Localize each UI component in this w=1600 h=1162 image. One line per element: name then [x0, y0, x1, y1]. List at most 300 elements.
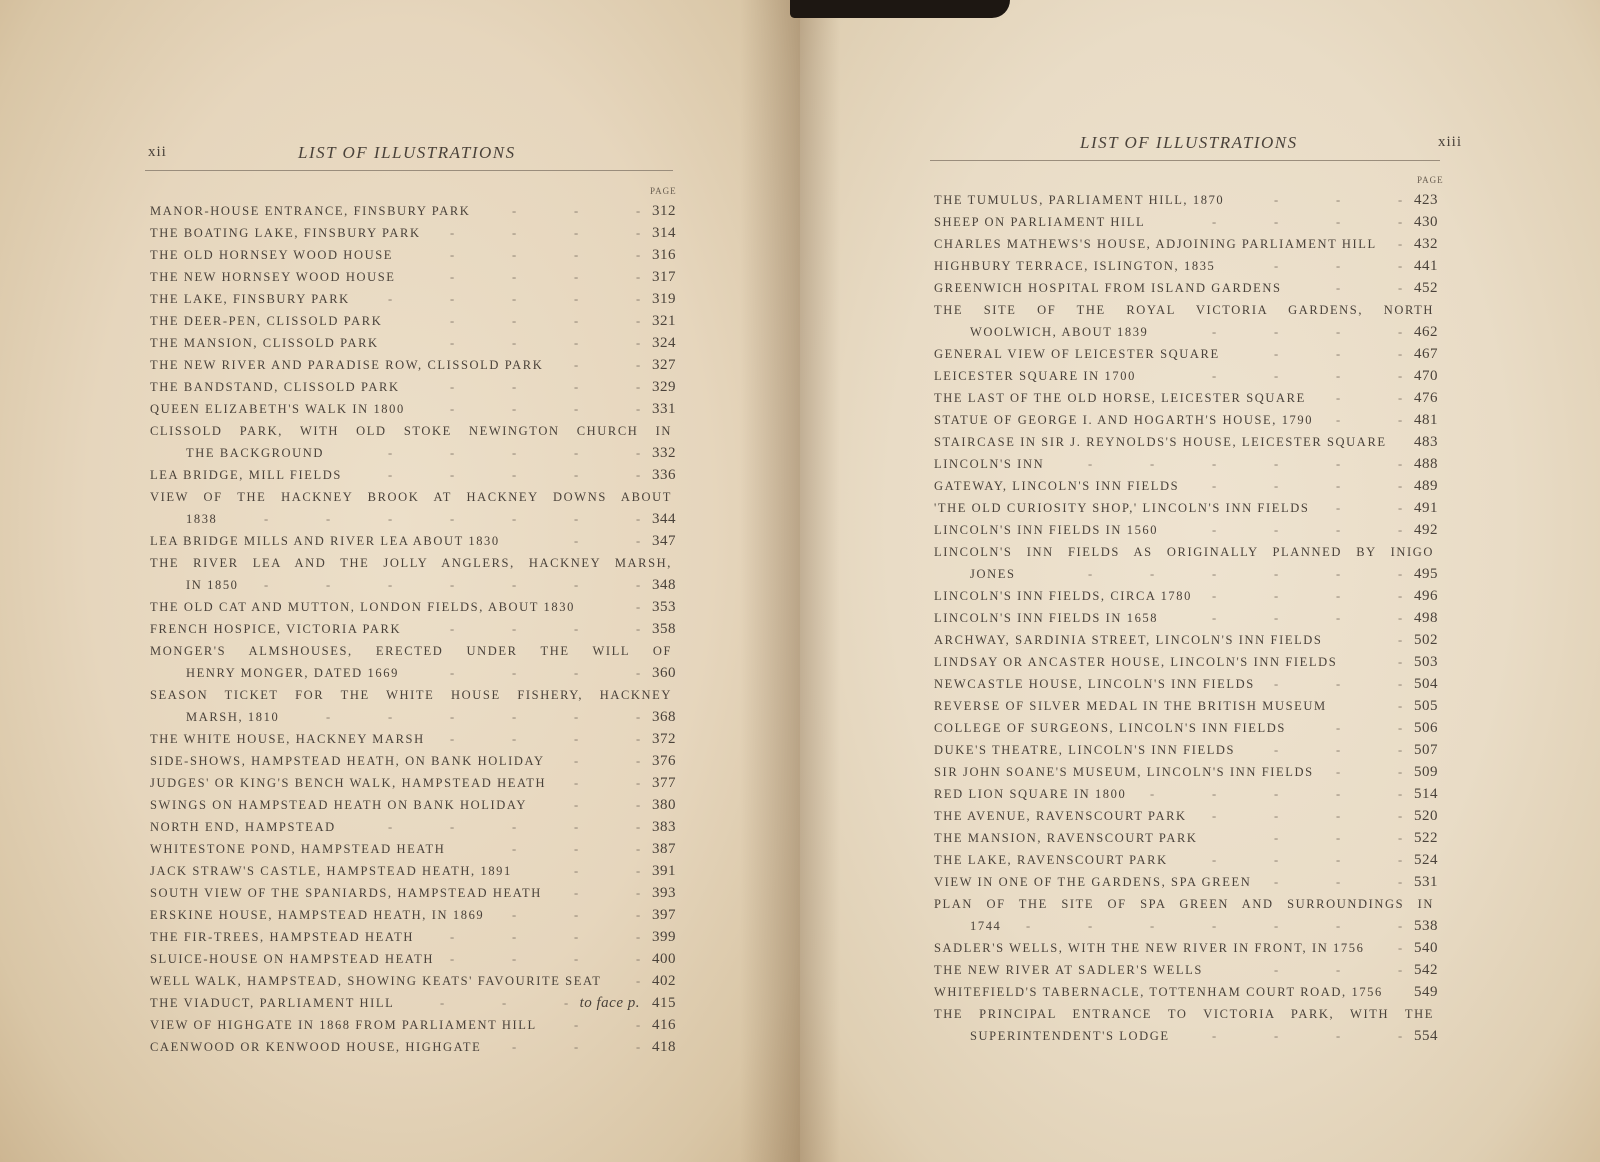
page-number: 387 — [652, 841, 676, 857]
leader-dash: - — [1398, 369, 1403, 383]
leader-dash: - — [450, 666, 455, 680]
list-item — [934, 915, 1442, 937]
list-item — [934, 893, 1442, 915]
illustration-title: THE BACKGROUND — [186, 446, 325, 460]
page-number: 353 — [652, 599, 676, 615]
leader-dash: - — [512, 908, 517, 922]
illustration-title: SEASON TICKET FOR THE WHITE HOUSE FISHERY, HACKNEY — [150, 688, 672, 702]
list-item — [934, 695, 1442, 717]
leader-dash: - — [1274, 457, 1279, 471]
leader-dash: - — [1274, 193, 1279, 207]
leader-dash: - — [1274, 347, 1279, 361]
page-number: 432 — [1414, 236, 1438, 252]
leader-dash: - — [1212, 567, 1217, 581]
leader-dash: - — [636, 776, 641, 790]
illustration-title: THE PRINCIPAL ENTRANCE TO VICTORIA PARK, WITH THE — [934, 1007, 1434, 1021]
leader-dash: - — [636, 710, 641, 724]
list-item — [150, 838, 680, 860]
illustration-title: SIDE-SHOWS, HAMPSTEAD HEATH, ON BANK HOLIDAY — [150, 754, 545, 768]
page-number: 476 — [1414, 390, 1438, 406]
leader-dash: - — [450, 710, 455, 724]
illustration-title: LINDSAY OR ANCASTER HOUSE, LINCOLN'S INN FIELDS — [934, 655, 1338, 669]
leader-dash: - — [574, 204, 579, 218]
leader-dash: - — [1398, 347, 1403, 361]
leader-dash: - — [512, 732, 517, 746]
illustration-title: IN 1850 — [186, 578, 239, 592]
leader-dash: - — [1274, 479, 1279, 493]
leader-dash: - — [1398, 193, 1403, 207]
illustration-title: THE LAST OF THE OLD HORSE, LEICESTER SQUARE — [934, 391, 1306, 405]
leader-dash: - — [1398, 479, 1403, 493]
header-rule-left — [145, 170, 673, 171]
illustration-title: THE MANSION, RAVENSCOURT PARK — [934, 831, 1198, 845]
list-item — [934, 519, 1442, 541]
leader-dash: - — [574, 776, 579, 790]
page-number: 506 — [1414, 720, 1438, 736]
list-item — [150, 354, 680, 376]
page-number: 520 — [1414, 808, 1438, 824]
leader-dash: - — [1336, 677, 1341, 691]
leader-dash: - — [1088, 457, 1093, 471]
leader-dash: - — [1398, 501, 1403, 515]
gutter-shadow — [740, 0, 800, 1162]
leader-dash: - — [636, 754, 641, 768]
illustration-title: THE BOATING LAKE, FINSBURY PARK — [150, 226, 421, 240]
leader-dash: - — [1212, 787, 1217, 801]
leader-dash: - — [574, 798, 579, 812]
list-item — [150, 1014, 680, 1036]
leader-dash: - — [1274, 831, 1279, 845]
list-item — [150, 728, 680, 750]
leader-dash: - — [1398, 589, 1403, 603]
illustration-title: JUDGES' OR KING'S BENCH WALK, HAMPSTEAD HEATH — [150, 776, 547, 790]
page-number: 488 — [1414, 456, 1438, 472]
page-number: 507 — [1414, 742, 1438, 758]
leader-dash: - — [1398, 1029, 1403, 1043]
illustration-title: 'THE OLD CURIOSITY SHOP,' LINCOLN'S INN FIELDS — [934, 501, 1310, 515]
leader-dash: - — [574, 314, 579, 328]
illustration-title: MANOR-HOUSE ENTRANCE, FINSBURY PARK — [150, 204, 471, 218]
illustration-title: CLISSOLD PARK, WITH OLD STOKE NEWINGTON CHURCH IN — [150, 424, 672, 438]
leader-dash: - — [1398, 919, 1403, 933]
leader-dash: - — [1398, 677, 1403, 691]
leader-dash: - — [388, 710, 393, 724]
illustration-title: LEA BRIDGE, MILL FIELDS — [150, 468, 342, 482]
illustration-title: STAIRCASE IN SIR J. REYNOLDS'S HOUSE, LEICESTER SQUARE — [934, 435, 1387, 449]
leader-dash: - — [1336, 567, 1341, 581]
illustration-title: LINCOLN'S INN — [934, 457, 1045, 471]
leader-dash: - — [574, 952, 579, 966]
illustration-title: PLAN OF THE SITE OF SPA GREEN AND SURROUNDINGS IN — [934, 897, 1434, 911]
leader-dash: - — [636, 292, 641, 306]
list-item — [150, 794, 680, 816]
illustration-title: JACK STRAW'S CASTLE, HAMPSTEAD HEATH, 1891 — [150, 864, 512, 878]
leader-dash: - — [450, 578, 455, 592]
leader-dash: - — [574, 402, 579, 416]
leader-dash: - — [264, 578, 269, 592]
page-number: 316 — [652, 247, 676, 263]
list-item — [934, 189, 1442, 211]
leader-dash: - — [1336, 611, 1341, 625]
gutter-shadow — [800, 0, 840, 1162]
leader-dash: - — [512, 380, 517, 394]
list-item — [934, 277, 1442, 299]
leader-dash: - — [1088, 919, 1093, 933]
leader-dash: - — [574, 754, 579, 768]
leader-dash: - — [1274, 875, 1279, 889]
page-column-heading-right: PAGE — [1417, 175, 1444, 185]
page-number: 336 — [652, 467, 676, 483]
leader-dash: - — [388, 446, 393, 460]
page-number: 483 — [1414, 434, 1438, 450]
leader-dash: - — [1212, 523, 1217, 537]
leader-dash: - — [450, 226, 455, 240]
book-spine — [790, 0, 1010, 18]
list-item — [150, 266, 680, 288]
illustration-title: THE VIADUCT, PARLIAMENT HILL — [150, 996, 395, 1010]
leader-dash: - — [1336, 589, 1341, 603]
leader-dash: - — [1274, 567, 1279, 581]
leader-dash: - — [450, 820, 455, 834]
page-number: 441 — [1414, 258, 1438, 274]
page-number: 554 — [1414, 1028, 1438, 1044]
leader-dash: - — [574, 534, 579, 548]
leader-dash: - — [574, 226, 579, 240]
illustration-title: THE OLD HORNSEY WOOD HOUSE — [150, 248, 393, 262]
leader-dash: - — [512, 446, 517, 460]
illustration-title: THE DEER-PEN, CLISSOLD PARK — [150, 314, 383, 328]
leader-dash: - — [1274, 369, 1279, 383]
list-item — [934, 563, 1442, 585]
illustration-title: FRENCH HOSPICE, VICTORIA PARK — [150, 622, 402, 636]
page-number: 538 — [1414, 918, 1438, 934]
illustration-title: THE BANDSTAND, CLISSOLD PARK — [150, 380, 400, 394]
leader-dash: - — [1336, 479, 1341, 493]
leader-dash: - — [512, 952, 517, 966]
leader-dash: - — [1150, 567, 1155, 581]
illustration-title: THE NEW HORNSEY WOOD HOUSE — [150, 270, 396, 284]
list-item — [934, 959, 1442, 981]
illustrations-list-left — [150, 200, 680, 1058]
leader-dash: - — [574, 666, 579, 680]
leader-dash: - — [636, 534, 641, 548]
list-item — [934, 849, 1442, 871]
leader-dash: - — [636, 1040, 641, 1054]
page-number: 380 — [652, 797, 676, 813]
list-item — [934, 783, 1442, 805]
leader-dash: - — [636, 930, 641, 944]
leader-dash: - — [1212, 479, 1217, 493]
illustration-title: VIEW OF THE HACKNEY BROOK AT HACKNEY DOWNS ABOUT — [150, 490, 672, 504]
leader-dash: - — [1212, 611, 1217, 625]
leader-dash: - — [1398, 413, 1403, 427]
page-number: 495 — [1414, 566, 1438, 582]
leader-dash: - — [512, 622, 517, 636]
page-number: 496 — [1414, 588, 1438, 604]
list-item — [150, 1036, 680, 1058]
list-item — [150, 464, 680, 486]
page-number: 358 — [652, 621, 676, 637]
list-item — [934, 651, 1442, 673]
page-number: 329 — [652, 379, 676, 395]
illustration-title: COLLEGE OF SURGEONS, LINCOLN'S INN FIELDS — [934, 721, 1286, 735]
leader-dash: - — [574, 908, 579, 922]
leader-dash: - — [1336, 853, 1341, 867]
leader-dash: - — [636, 468, 641, 482]
page-number: 504 — [1414, 676, 1438, 692]
leader-dash: - — [636, 1018, 641, 1032]
header-rule-right — [930, 160, 1440, 161]
leader-dash: - — [450, 292, 455, 306]
leader-dash: - — [1336, 325, 1341, 339]
page-number: 489 — [1414, 478, 1438, 494]
leader-dash: - — [1398, 325, 1403, 339]
illustration-title: WHITESTONE POND, HAMPSTEAD HEATH — [150, 842, 446, 856]
leader-dash: - — [1398, 633, 1403, 647]
folio-left: xii — [148, 144, 167, 160]
list-item — [934, 343, 1442, 365]
leader-dash: - — [512, 842, 517, 856]
page-number: 467 — [1414, 346, 1438, 362]
list-item — [934, 255, 1442, 277]
list-item — [150, 222, 680, 244]
illustration-title: THE AVENUE, RAVENSCOURT PARK — [934, 809, 1187, 823]
leader-dash: - — [450, 380, 455, 394]
leader-dash: - — [1336, 457, 1341, 471]
leader-dash: - — [512, 578, 517, 592]
page-number: 324 — [652, 335, 676, 351]
leader-dash: - — [1336, 809, 1341, 823]
list-item — [150, 772, 680, 794]
leader-dash: - — [1336, 193, 1341, 207]
list-item — [150, 948, 680, 970]
leader-dash: - — [574, 842, 579, 856]
leader-dash: - — [636, 358, 641, 372]
leader-dash: - — [1336, 963, 1341, 977]
page-number: 372 — [652, 731, 676, 747]
leader-dash: - — [450, 512, 455, 526]
leader-dash: - — [512, 930, 517, 944]
leader-dash: - — [574, 270, 579, 284]
list-item — [934, 387, 1442, 409]
leader-dash: - — [636, 974, 641, 988]
list-item — [150, 398, 680, 420]
leader-dash: - — [636, 732, 641, 746]
page-number: 415 — [652, 995, 676, 1011]
illustration-title: NEWCASTLE HOUSE, LINCOLN'S INN FIELDS — [934, 677, 1255, 691]
leader-dash: - — [1398, 743, 1403, 757]
illustration-title: THE LAKE, FINSBURY PARK — [150, 292, 350, 306]
leader-dash: - — [450, 952, 455, 966]
list-item — [934, 673, 1442, 695]
leader-dash: - — [1336, 787, 1341, 801]
leader-dash: - — [1274, 963, 1279, 977]
list-item — [934, 365, 1442, 387]
leader-dash: - — [1398, 259, 1403, 273]
page-number: 505 — [1414, 698, 1438, 714]
illustration-title: 1744 — [970, 919, 1002, 933]
illustration-title: RED LION SQUARE IN 1800 — [934, 787, 1127, 801]
leader-dash: - — [1398, 831, 1403, 845]
page-number: 400 — [652, 951, 676, 967]
illustration-title: CAENWOOD OR KENWOOD HOUSE, HIGHGATE — [150, 1040, 482, 1054]
leader-dash: - — [636, 446, 641, 460]
leader-dash: - — [1212, 809, 1217, 823]
page-number: 391 — [652, 863, 676, 879]
page-number: 368 — [652, 709, 676, 725]
leader-dash: - — [1336, 347, 1341, 361]
list-item — [934, 981, 1442, 1003]
page-number: 376 — [652, 753, 676, 769]
list-item — [934, 475, 1442, 497]
leader-dash: - — [574, 930, 579, 944]
list-item — [150, 662, 680, 684]
page-number: 540 — [1414, 940, 1438, 956]
leader-dash: - — [512, 402, 517, 416]
leader-dash: - — [1398, 457, 1403, 471]
illustration-title: THE NEW RIVER AND PARADISE ROW, CLISSOLD PARK — [150, 358, 544, 372]
leader-dash: - — [512, 710, 517, 724]
list-item — [150, 926, 680, 948]
leader-dash: - — [574, 336, 579, 350]
illustration-title: LEA BRIDGE MILLS AND RIVER LEA ABOUT 1830 — [150, 534, 500, 548]
leader-dash: - — [326, 512, 331, 526]
list-item — [934, 497, 1442, 519]
illustration-title: THE MANSION, CLISSOLD PARK — [150, 336, 379, 350]
list-item — [934, 321, 1442, 343]
leader-dash: - — [574, 512, 579, 526]
leader-dash: - — [1336, 743, 1341, 757]
page-number: 549 — [1414, 984, 1438, 1000]
leader-dash: - — [1274, 787, 1279, 801]
page-number: 332 — [652, 445, 676, 461]
illustration-title: MARSH, 1810 — [186, 710, 280, 724]
leader-dash: - — [1026, 919, 1031, 933]
leader-dash: - — [388, 292, 393, 306]
list-item — [934, 937, 1442, 959]
leader-dash: - — [1336, 281, 1341, 295]
leader-dash: - — [1398, 215, 1403, 229]
page-number: 498 — [1414, 610, 1438, 626]
leader-dash: - — [1274, 523, 1279, 537]
illustration-title: SADLER'S WELLS, WITH THE NEW RIVER IN FRONT, IN 1756 — [934, 941, 1365, 955]
leader-dash: - — [512, 336, 517, 350]
list-item — [150, 574, 680, 596]
list-item — [934, 717, 1442, 739]
leader-dash: - — [1398, 237, 1403, 251]
leader-dash: - — [512, 226, 517, 240]
leader-dash: - — [574, 446, 579, 460]
page-number: 542 — [1414, 962, 1438, 978]
leader-dash: - — [636, 402, 641, 416]
leader-dash: - — [1336, 765, 1341, 779]
page-number: 393 — [652, 885, 676, 901]
page-number: 481 — [1414, 412, 1438, 428]
leader-dash: - — [1088, 567, 1093, 581]
list-item — [934, 629, 1442, 651]
illustration-title: THE LAKE, RAVENSCOURT PARK — [934, 853, 1168, 867]
list-item — [934, 871, 1442, 893]
illustration-title: THE TUMULUS, PARLIAMENT HILL, 1870 — [934, 193, 1225, 207]
leader-dash: - — [1150, 919, 1155, 933]
leader-dash: - — [512, 314, 517, 328]
leader-dash: - — [1274, 215, 1279, 229]
leader-dash: - — [264, 512, 269, 526]
leader-dash: - — [636, 820, 641, 834]
illustration-title: NORTH END, HAMPSTEAD — [150, 820, 336, 834]
leader-dash: - — [1398, 699, 1403, 713]
page-number: 377 — [652, 775, 676, 791]
leader-dash: - — [1274, 919, 1279, 933]
list-item — [150, 486, 680, 508]
illustrations-list-right — [934, 189, 1442, 1047]
leader-dash: - — [1336, 523, 1341, 537]
leader-dash: - — [1150, 457, 1155, 471]
leader-dash: - — [574, 578, 579, 592]
leader-dash: - — [1336, 501, 1341, 515]
leader-dash: - — [574, 820, 579, 834]
illustration-title: QUEEN ELIZABETH'S WALK IN 1800 — [150, 402, 405, 416]
leader-dash: - — [1336, 391, 1341, 405]
leader-dash: - — [1336, 369, 1341, 383]
list-item — [934, 607, 1442, 629]
list-item — [934, 211, 1442, 233]
leader-dash: - — [1398, 787, 1403, 801]
leader-dash: - — [574, 358, 579, 372]
leader-dash: - — [574, 292, 579, 306]
page-number: 502 — [1414, 632, 1438, 648]
leader-dash: - — [1336, 413, 1341, 427]
page-number: 491 — [1414, 500, 1438, 516]
leader-dash: - — [636, 798, 641, 812]
illustration-title: VIEW IN ONE OF THE GARDENS, SPA GREEN — [934, 875, 1252, 889]
illustration-title: JONES — [970, 567, 1016, 581]
list-item — [934, 585, 1442, 607]
leader-dash: - — [1398, 611, 1403, 625]
leader-dash: - — [1336, 215, 1341, 229]
illustration-title: WOOLWICH, ABOUT 1839 — [970, 325, 1149, 339]
list-item — [934, 1003, 1442, 1025]
leader-dash: - — [326, 710, 331, 724]
leader-dash: - — [1336, 831, 1341, 845]
leader-dash: - — [450, 270, 455, 284]
illustration-title: THE NEW RIVER AT SADLER'S WELLS — [934, 963, 1203, 977]
illustration-title: WHITEFIELD'S TABERNACLE, TOTTENHAM COURT ROAD, 1756 — [934, 985, 1383, 999]
illustration-title: THE RIVER LEA AND THE JOLLY ANGLERS, HACKNEY MARSH, — [150, 556, 672, 570]
page-number: 514 — [1414, 786, 1438, 802]
list-item — [934, 739, 1442, 761]
leader-dash: - — [1336, 919, 1341, 933]
illustration-title: CHARLES MATHEWS'S HOUSE, ADJOINING PARLIAMENT HILL — [934, 237, 1377, 251]
page-number: 397 — [652, 907, 676, 923]
leader-dash: - — [1398, 567, 1403, 581]
leader-dash: - — [1274, 325, 1279, 339]
leader-dash: - — [1398, 655, 1403, 669]
leader-dash: - — [450, 446, 455, 460]
page-number: 319 — [652, 291, 676, 307]
leader-dash: - — [1274, 677, 1279, 691]
illustration-title: SOUTH VIEW OF THE SPANIARDS, HAMPSTEAD HEATH — [150, 886, 542, 900]
page-number: 314 — [652, 225, 676, 241]
page-number: 503 — [1414, 654, 1438, 670]
leader-dash: - — [1398, 809, 1403, 823]
leader-dash: - — [450, 248, 455, 262]
illustration-title: 1838 — [186, 512, 218, 526]
leader-dash: - — [574, 1040, 579, 1054]
leader-dash: - — [1398, 391, 1403, 405]
illustration-title: REVERSE OF SILVER MEDAL IN THE BRITISH MUSEUM — [934, 699, 1327, 713]
leader-dash: - — [636, 842, 641, 856]
